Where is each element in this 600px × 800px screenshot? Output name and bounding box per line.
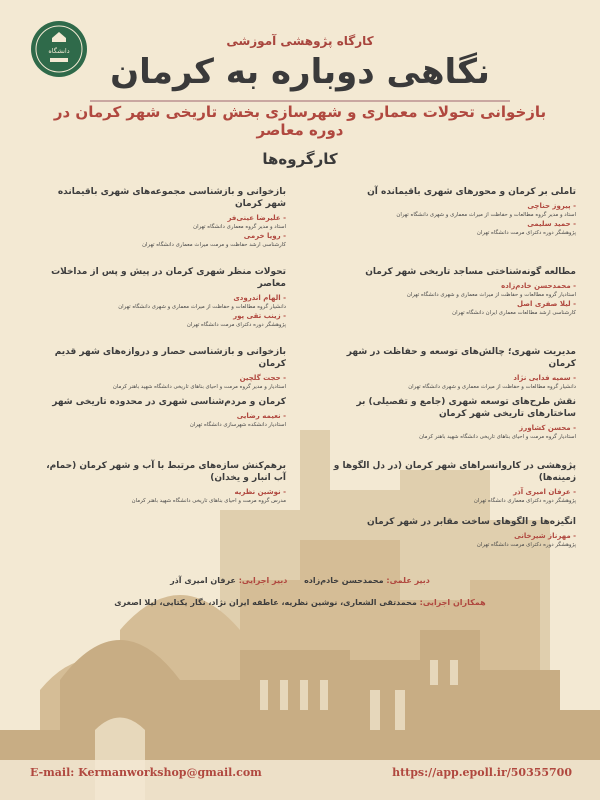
workshop-person — [326, 282, 576, 299]
workshop-item — [36, 396, 286, 429]
person-name: - مهرناز شیرخانی — [514, 532, 576, 540]
person-name: - نوشین نظریه — [234, 488, 286, 496]
person-name: - حمید سلیمی — [527, 220, 576, 228]
executive-secretary-label: دبیر اجرایی: — [238, 576, 288, 585]
person-name: - رویا خرمی — [243, 232, 286, 240]
workshop-item — [326, 460, 576, 505]
workshop-item — [36, 266, 286, 329]
person-role: استادیار دانشکده شهرسازی دانشگاه تهران — [189, 422, 286, 428]
person-name: - پیروز حناچی — [527, 202, 576, 210]
workshop-person — [36, 294, 286, 311]
person-role: مدرس گروه مرمت و احیای بناهای تاریخی دانشگاه شهید باهنر کرمان — [131, 498, 286, 504]
workshops-heading: کارگروه‌ها — [262, 150, 338, 168]
person-role: دانشیار گروه مطالعات و حفاظت از میراث معماری و شهری دانشگاه تهران — [118, 304, 286, 310]
scientific-secretary-label: دبیر علمی: — [386, 576, 430, 585]
svg-text:دانشگاه: دانشگاه — [48, 47, 70, 55]
title-divider — [90, 100, 510, 102]
workshop-item — [326, 516, 576, 549]
workshop-title: تاملی بر کرمان و محورهای شهری باقیمانده آن — [367, 187, 576, 197]
eyebrow-label: کارگاه پژوهشی آموزشی — [226, 34, 374, 48]
workshop-title: تحولات منظر شهری کرمان در پیش و پس از مداخلات معاصر — [51, 267, 286, 289]
workshop-person — [36, 232, 286, 249]
workshop-person — [36, 374, 286, 391]
person-name: - الهام اندرودی — [233, 294, 286, 302]
workshop-title: کرمان و مردم‌شناسی شهری در محدوده تاریخی شهر — [52, 397, 286, 407]
person-role: کارشناسی ارشد حفاظت و مرمت میراث معماری دانشگاه تهران — [142, 242, 286, 248]
registration-link[interactable]: https://app.epoll.ir/50355700 — [392, 766, 572, 779]
person-role: استادیار گروه مرمت و احیای بناهای تاریخی دانشگاه شهید باهنر کرمان — [419, 434, 576, 440]
person-name: - علیرضا عینی‌فر — [227, 214, 286, 222]
workshop-item — [36, 186, 286, 249]
person-role: پژوهشگر دوره دکترای مرمت دانشگاه تهران — [186, 322, 286, 328]
person-name: - حجت گلچین — [239, 374, 286, 382]
collaborators-names: محمدتقی الشعاری، نوشین نظریه، عاطفه ایران نژاد، نگار یکتایی، لیلا اصغری — [114, 598, 417, 607]
person-name: - نعیمه رضایی — [236, 412, 286, 420]
workshop-title: بازخوانی و بازشناسی حصار و دروازه‌های شهر قدیم کرمان — [54, 347, 286, 369]
workshop-title: نقش طرح‌های توسعه شهری (جامع و تفصیلی) بر ساختارهای تاریخی شهر کرمان — [356, 397, 576, 419]
collaborators-label: همکاران اجرایی: — [419, 598, 486, 607]
contact-email[interactable]: E-mail: Kermanworkshop@gmail.com — [30, 766, 262, 779]
scientific-secretary-name: محمدحسن خادم‌زاده — [304, 576, 384, 585]
workshop-person — [326, 374, 576, 391]
person-name: - سمیه فدایی نژاد — [513, 374, 576, 382]
workshop-title: پژوهشی در کاروانسراهای شهر کرمان (در دل الگوها و زمینه‌ها) — [333, 461, 576, 483]
workshop-title: برهم‌کنش سازه‌های مرتبط با آب و شهر کرمان (حمام، آب انبار و یخدان) — [46, 461, 286, 483]
workshop-title: انگیزه‌ها و الگوهای ساخت مقابر در شهر کرمان — [367, 517, 576, 527]
secretaries-line — [40, 576, 560, 585]
collaborators-line — [40, 598, 560, 607]
workshop-title: مدیریت شهری؛ چالش‌های توسعه و حفاظت در شهر کرمان — [346, 347, 576, 369]
person-role: استاد و مدیر گروه معماری دانشگاه تهران — [193, 224, 286, 230]
page-subtitle: بازخوانی تحولات معماری و شهرسازی بخش تاریخی شهر کرمان در دوره معاصر — [53, 103, 547, 139]
workshop-item — [36, 460, 286, 505]
workshop-person — [326, 532, 576, 549]
person-role: دانشیار گروه مطالعات و حفاظت از میراث معماری و شهری دانشگاه تهران — [408, 384, 576, 390]
workshop-item — [326, 396, 576, 441]
person-name: - لیلا صفری اصل — [516, 300, 576, 308]
person-role: پژوهشگر دوره دکترای مرمت دانشگاه تهران — [476, 230, 576, 236]
person-role: پژوهشگر دوره دکترای معماری دانشگاه تهران — [473, 498, 576, 504]
person-role: استادیار و مدیر گروه مرمت و احیای بناهای تاریخی دانشگاه شهید باهنر کرمان — [112, 384, 286, 390]
person-role: استادیار گروه مطالعات و حفاظت از میراث معماری و شهری دانشگاه تهران — [406, 292, 576, 298]
workshop-title: بازخوانی و بازشناسی مجموعه‌های شهری باقیمانده شهر کرمان — [57, 187, 286, 209]
person-name: - محسن کشاورز — [519, 424, 576, 432]
workshop-item — [326, 346, 576, 391]
workshop-item — [36, 346, 286, 391]
workshop-person — [36, 488, 286, 505]
workshop-person — [36, 214, 286, 231]
workshop-person — [326, 424, 576, 441]
workshop-person — [326, 220, 576, 237]
person-role: کارشناسی ارشد مطالعات معماری ایران دانشگاه تهران — [452, 310, 576, 316]
page-title: نگاهی دوباره به کرمان — [110, 52, 490, 92]
person-role: استاد و مدیر گروه مطالعات و حفاظت از میراث معماری و شهری دانشگاه تهران — [396, 212, 576, 218]
workshop-item — [326, 186, 576, 237]
workshop-person — [36, 312, 286, 329]
executive-secretary-name: عرفان امیری آذر — [170, 576, 236, 585]
person-name: - زینب تقی پور — [233, 312, 286, 320]
person-name: - عرفان امیری آذر — [513, 488, 576, 496]
workshop-item — [326, 266, 576, 317]
workshop-person — [326, 488, 576, 505]
workshop-person — [326, 300, 576, 317]
workshop-person — [326, 202, 576, 219]
person-name: - محمدحسن خادم‌زاده — [501, 282, 576, 290]
person-role: پژوهشگر دوره دکترای مرمت دانشگاه تهران — [476, 542, 576, 548]
workshop-title: مطالعه گونه‌شناختی مساجد تاریخی شهر کرمان — [365, 267, 576, 277]
workshop-person — [36, 412, 286, 429]
